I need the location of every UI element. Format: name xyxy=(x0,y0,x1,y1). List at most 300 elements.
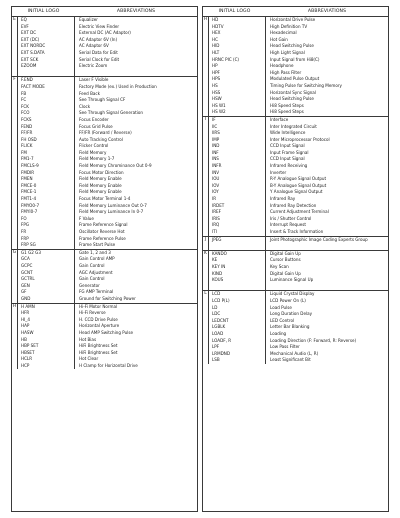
initial-logo-cell: FMEN xyxy=(18,176,75,183)
abbreviation-cell: Headphone xyxy=(270,63,294,69)
abbreviation-cell: Gain Control xyxy=(79,276,105,282)
abbreviation-cell: Gain Control xyxy=(79,262,105,268)
abbreviation-cell: Serial Data for Edit xyxy=(79,49,118,55)
table-row xyxy=(18,270,197,277)
table-row xyxy=(18,163,197,170)
abbreviation-cell: Oscillator Reverse Hot xyxy=(79,229,125,234)
initial-logo-cell: FRP SG xyxy=(18,242,75,249)
table-row xyxy=(18,276,197,283)
table-row xyxy=(18,242,197,249)
abbreviation-cell: Mechanical Audio (L, R) xyxy=(270,350,319,356)
table-row xyxy=(209,50,388,57)
abbreviation-cell: Low Pass Filter xyxy=(270,344,300,350)
abbreviation-cell: Laser F Visible xyxy=(79,77,109,83)
initial-logo-cell: HS W1 xyxy=(209,103,266,110)
initial-logo-cell: LGBLK xyxy=(209,324,266,331)
table-row xyxy=(18,317,197,324)
table-row xyxy=(209,137,388,144)
abbreviation-cell: Infrared Ray xyxy=(270,196,296,202)
abbreviation-cell xyxy=(266,284,388,291)
abbreviation-cell: Focus Grid Pulse xyxy=(79,123,113,129)
table-row xyxy=(209,331,388,338)
abbreviation-cell: Inter Microprocessor Protocol xyxy=(270,136,330,142)
initial-logo-cell: GEN xyxy=(18,283,75,290)
table-row xyxy=(18,70,197,77)
table-row xyxy=(209,338,388,345)
initial-logo-cell: HCLR xyxy=(18,356,75,363)
letter-group xyxy=(203,291,388,364)
header-initial-logo: INITIAL LOGO xyxy=(218,9,251,14)
abbreviation-cell: Horizontal Aperture xyxy=(79,323,120,329)
table-row xyxy=(209,284,388,291)
abbreviation-cell: Feed Back xyxy=(79,90,101,96)
initial-logo-cell: IOU xyxy=(209,176,266,183)
abbreviation-cell: Hot Gain xyxy=(270,36,288,42)
initial-logo-cell: IREF xyxy=(209,209,266,216)
table-row xyxy=(209,311,388,318)
abbreviation-cell: Horizontal Drive Pulse xyxy=(270,17,316,22)
table-row xyxy=(18,263,197,270)
abbreviation-cell: Flicker Control xyxy=(79,143,109,149)
abbreviation-cell: Ground for Switching Power xyxy=(79,295,136,301)
abbreviation-cell: Input Signal from Hi8(C) xyxy=(270,56,320,62)
table-row xyxy=(18,350,197,357)
abbreviation-cell: AC Adaptor 6V (In) xyxy=(79,36,118,42)
abbreviation-cell: Field Memory 1-7 xyxy=(79,156,115,162)
table-row xyxy=(209,170,388,177)
initial-logo-cell: FO xyxy=(18,216,75,223)
initial-logo-cell: EQ xyxy=(18,17,75,24)
table-row xyxy=(18,37,197,44)
letter-group xyxy=(12,77,197,249)
abbreviation-cell: Hi-Fi Reverse xyxy=(79,310,106,316)
initial-logo-cell: EZOOM xyxy=(18,63,75,70)
abbreviation-cell: Equalizer xyxy=(79,17,98,22)
initial-logo-cell: GCPC xyxy=(18,263,75,270)
table-row xyxy=(209,163,388,170)
table-row xyxy=(18,117,197,124)
table-row xyxy=(18,222,197,229)
abbreviation-cell xyxy=(266,243,388,250)
group-letter: F xyxy=(12,77,18,248)
table-row xyxy=(18,63,197,70)
abbreviation-cell: Hi-Fi Motor Normal xyxy=(79,303,118,309)
table-row xyxy=(18,203,197,210)
table-row xyxy=(18,43,197,50)
left-table xyxy=(11,6,198,512)
initial-logo-cell: HEX xyxy=(209,30,266,37)
table-row xyxy=(18,250,197,257)
right-table xyxy=(202,6,389,512)
table-row xyxy=(209,143,388,150)
abbreviation-cell: H. CCD Drive Pulse xyxy=(79,316,118,322)
abbreviation-cell: Field Memory Luminance In 0-7 xyxy=(79,209,144,215)
abbreviation-cell: High Pass Filter xyxy=(270,69,302,75)
initial-logo-cell: HPS xyxy=(209,76,266,83)
letter-group xyxy=(12,17,197,77)
table-row xyxy=(18,296,197,303)
initial-logo-cell: FRP xyxy=(18,236,75,243)
table-row xyxy=(18,229,197,236)
table-row xyxy=(209,103,388,110)
initial-logo-cell: LD xyxy=(209,305,266,312)
initial-logo-cell: IF xyxy=(209,117,266,124)
table-row xyxy=(18,104,197,111)
abbreviation-cell: Iris / Shutter Control xyxy=(270,215,312,221)
abbreviation-cell: R-Y Analogue Signal Output xyxy=(270,176,327,182)
initial-logo-cell: HS W2 xyxy=(209,109,266,116)
group-letter: H xyxy=(12,304,18,370)
abbreviation-cell: Hi8 Speed Steps xyxy=(270,109,304,115)
initial-logo-cell: HP xyxy=(209,63,266,70)
table-row xyxy=(18,304,197,311)
table-row xyxy=(209,271,388,278)
table-row xyxy=(209,344,388,351)
abbreviation-cell: HiFi Brightness Set xyxy=(79,349,118,355)
initial-logo-cell: INV xyxy=(209,170,266,177)
table-header xyxy=(203,7,388,17)
initial-logo-cell: FMCE-0 xyxy=(18,183,75,190)
abbreviation-cell: Hi8 Speed Steps xyxy=(270,102,304,108)
abbreviation-cell: See Through Signal Generation xyxy=(79,110,143,116)
initial-logo-cell: KEY IN xyxy=(209,264,266,271)
abbreviation-cell: Insert & Track Information xyxy=(270,229,324,234)
abbreviation-cell: Serial Clock for Edit xyxy=(79,56,120,62)
abbreviation-cell: Electric View Finder xyxy=(79,23,120,29)
table-row xyxy=(209,209,388,216)
table-row xyxy=(209,216,388,223)
table-row xyxy=(209,357,388,364)
initial-logo-cell: IOV xyxy=(209,183,266,190)
table-row xyxy=(18,256,197,263)
initial-logo-cell: LCD P(L) xyxy=(209,298,266,305)
abbreviation-cell: Inverter xyxy=(270,169,287,175)
initial-logo-cell: GCTRL xyxy=(18,276,75,283)
table-row xyxy=(209,57,388,64)
abbreviation-cell: CCD Input Signal xyxy=(270,143,305,149)
table-row xyxy=(209,305,388,312)
abbreviation-cell: Wide Intelligence xyxy=(270,130,306,136)
table-row xyxy=(209,83,388,90)
initial-logo-cell: EXT (DC) xyxy=(18,37,75,44)
abbreviation-cell: Focus Motor Terminal 1-4 xyxy=(79,196,131,202)
initial-logo-cell: HFR xyxy=(18,310,75,317)
abbreviation-cell: Electric Zoom xyxy=(79,63,108,69)
abbreviation-cell: Focus Motor Direction xyxy=(79,169,124,175)
initial-logo-cell: FMYO0-7 xyxy=(18,203,75,210)
group-letter: K xyxy=(203,251,209,291)
initial-logo-cell: GCNT xyxy=(18,270,75,277)
group-letter: E xyxy=(12,17,18,76)
table-row xyxy=(18,209,197,216)
group-letter: J xyxy=(203,237,209,250)
abbreviation-cell: Gain Control AMP xyxy=(79,256,115,262)
abbreviation-cell: Load Pulse xyxy=(270,304,292,310)
initial-logo-cell: IMP xyxy=(209,137,266,144)
initial-logo-cell: LOADF, R xyxy=(209,338,266,345)
abbreviation-cell: Liquid Crystal Display xyxy=(270,291,315,297)
abbreviation-cell: Frame Reference Signal xyxy=(79,222,128,228)
abbreviation-cell: Frame Start Pulse xyxy=(79,242,116,248)
initial-logo-cell: LRMDND xyxy=(209,351,266,358)
table-row xyxy=(209,117,388,124)
table-row xyxy=(209,150,388,157)
initial-logo-cell: HBP SET xyxy=(18,343,75,350)
initial-logo-cell: FCO xyxy=(18,110,75,117)
letter-group xyxy=(12,250,197,304)
table-row xyxy=(18,196,197,203)
abbreviation-cell: F Value xyxy=(79,215,94,221)
initial-logo-cell: FMYI0-7 xyxy=(18,209,75,216)
initial-logo-cell: HI_4 xyxy=(18,317,75,324)
letter-group xyxy=(203,237,388,251)
table-row xyxy=(209,291,388,298)
initial-logo-cell: KIND xyxy=(209,271,266,278)
initial-logo-cell: HCP xyxy=(18,363,75,370)
initial-logo-cell xyxy=(209,243,266,250)
initial-logo-cell: HSS xyxy=(209,90,266,97)
header-abbreviations: ABBREVIATIONS xyxy=(307,9,347,14)
table-row xyxy=(18,289,197,296)
abbreviation-cell: Auto Tracking Control xyxy=(79,136,123,142)
abbreviation-cell: Clock xyxy=(79,103,91,109)
table-row xyxy=(209,222,388,229)
table-row xyxy=(209,257,388,264)
initial-logo-cell: INS xyxy=(209,156,266,163)
abbreviation-cell: Hot Clear xyxy=(79,356,99,362)
table-row xyxy=(18,189,197,196)
initial-logo-cell: LOAD xyxy=(209,331,266,338)
abbreviation-cell: High Light Signal xyxy=(270,49,305,55)
table-row xyxy=(209,277,388,284)
abbreviation-cell: Cursor Buttons xyxy=(270,257,301,263)
initial-logo-cell: HAP xyxy=(18,323,75,330)
table-row xyxy=(18,24,197,31)
initial-logo-cell: IR xyxy=(209,196,266,203)
initial-logo-cell: HB xyxy=(18,337,75,344)
table-row xyxy=(18,143,197,150)
table-row xyxy=(18,57,197,64)
initial-logo-cell: GF xyxy=(18,289,75,296)
table-row xyxy=(18,337,197,344)
initial-logo-cell: HDTV xyxy=(209,24,266,31)
table-row xyxy=(209,24,388,31)
abbreviation-cell: H Clamp for Horizontal Drive xyxy=(79,362,138,368)
abbreviation-cell: Field Memory Enable xyxy=(79,182,122,188)
table-row xyxy=(209,63,388,70)
abbreviation-cell: LCD Power On (L) xyxy=(270,297,306,303)
initial-logo-cell: EVF xyxy=(18,24,75,31)
table-row xyxy=(209,237,388,244)
initial-logo-cell: EXT NORDC xyxy=(18,43,75,50)
abbreviation-cell: Frame Reference Pulse xyxy=(79,235,126,241)
initial-logo-cell: HRNC PIC (C) xyxy=(209,57,266,64)
initial-logo-cell: HD xyxy=(209,17,266,24)
abbreviation-cell: Digital Gain Up xyxy=(270,270,301,276)
abbreviation-cell: Generator xyxy=(79,282,100,288)
initial-logo-cell: GCA xyxy=(18,256,75,263)
abbreviation-cell: Focus Encoder xyxy=(79,116,109,122)
initial-logo-cell: LDC xyxy=(209,311,266,318)
abbreviation-cell: Key Scan xyxy=(270,263,289,269)
abbreviation-cell: Current Adjustment Terminal xyxy=(270,209,329,215)
initial-logo-cell: EXT S.DATA xyxy=(18,50,75,57)
abbreviation-cell: Digital Gain Up xyxy=(270,250,301,256)
table-row xyxy=(18,156,197,163)
initial-logo-cell: HC xyxy=(209,37,266,44)
abbreviation-cell: Hot Bias xyxy=(79,336,97,342)
initial-logo-cell: FMCLS-9 xyxy=(18,163,75,170)
initial-logo-cell: FR xyxy=(18,229,75,236)
initial-logo-cell: FMT1-4 xyxy=(18,196,75,203)
abbreviation-cell: Luminance Signal Up xyxy=(270,277,314,283)
initial-logo-cell: GND xyxy=(18,296,75,303)
initial-logo-cell: IIC xyxy=(209,124,266,131)
abbreviation-cell xyxy=(75,70,197,77)
abbreviation-cell: Long Duration Delay xyxy=(270,311,313,317)
initial-logo-cell: HS xyxy=(209,83,266,90)
abbreviation-cell: Head AMP Switching Pulse xyxy=(79,329,134,335)
table-row xyxy=(18,363,197,370)
initial-logo-cell: FEND xyxy=(18,124,75,131)
group-letter: L xyxy=(203,291,209,364)
table-row xyxy=(18,170,197,177)
table-row xyxy=(18,30,197,37)
table-row xyxy=(209,124,388,131)
initial-logo-cell: FMDIR xyxy=(18,170,75,177)
abbreviation-cell: Field Memory Luminance Out 0-7 xyxy=(79,202,147,208)
abbreviation-cell: Infrared Receiving xyxy=(270,163,308,169)
initial-logo-cell: FACT MODE xyxy=(18,84,75,91)
initial-logo-cell: LEDCNT xyxy=(209,318,266,325)
initial-logo-cell: KOUS xyxy=(209,277,266,284)
table-row xyxy=(18,50,197,57)
initial-logo-cell: INF xyxy=(209,150,266,157)
header-initial-logo: INITIAL LOGO xyxy=(27,9,60,14)
abbreviation-cell: Horizontal Sync Signal xyxy=(270,89,316,95)
table-row xyxy=(18,323,197,330)
table-row xyxy=(18,137,197,144)
abbreviation-cell: Interrupt Request xyxy=(270,222,306,228)
table-row xyxy=(209,130,388,137)
abbreviation-cell: Head Switching Pulse xyxy=(270,43,314,49)
table-row xyxy=(209,203,388,210)
table-row xyxy=(209,176,388,183)
table-row xyxy=(209,183,388,190)
table-row xyxy=(18,343,197,350)
table-row xyxy=(18,110,197,117)
header-abbreviations: ABBREVIATIONS xyxy=(116,9,156,14)
table-row xyxy=(18,183,197,190)
initial-logo-cell: IOY xyxy=(209,189,266,196)
table-row xyxy=(18,124,197,131)
table-row xyxy=(18,330,197,337)
right-table-body xyxy=(203,17,388,364)
table-row xyxy=(209,229,388,236)
letter-group xyxy=(203,117,388,237)
initial-logo-cell: LPF xyxy=(209,344,266,351)
abbreviation-cell: Modulated Pulse Output xyxy=(270,76,320,82)
table-row xyxy=(18,236,197,243)
initial-logo-cell: EXT DC xyxy=(18,30,75,37)
initial-logo-cell: IRIS xyxy=(209,216,266,223)
initial-logo-cell: IND xyxy=(209,143,266,150)
abbreviation-cell: FG AMP Terminal xyxy=(79,289,114,295)
initial-logo-cell: FB xyxy=(18,91,75,98)
initial-logo-cell: FH OSD xyxy=(18,137,75,144)
table-row xyxy=(18,17,197,24)
abbreviation-cell: B-Y Analogue Signal Output xyxy=(270,182,327,188)
initial-logo-cell: FM1-7 xyxy=(18,156,75,163)
table-row xyxy=(209,156,388,163)
initial-logo-cell: FLICK xyxy=(18,143,75,150)
initial-logo-cell: IIRS xyxy=(209,130,266,137)
table-row xyxy=(209,90,388,97)
table-row xyxy=(209,109,388,116)
table-row xyxy=(18,84,197,91)
letter-group xyxy=(203,251,388,292)
initial-logo-cell: FCKS xyxy=(18,117,75,124)
table-header xyxy=(12,7,197,17)
letter-group xyxy=(12,304,197,370)
initial-logo-cell: IRQ xyxy=(209,222,266,229)
group-letter: I xyxy=(203,117,209,236)
table-row xyxy=(18,77,197,84)
abbreviation-cell: HiFi Brightness Set xyxy=(79,343,118,349)
abbreviation-cell: Gate 1, 2 and 3 xyxy=(79,249,111,255)
initial-logo-cell: ITI xyxy=(209,229,266,236)
initial-logo-cell: HBSET xyxy=(18,350,75,357)
abbreviation-cell: Inter Integrated Circuit xyxy=(270,123,317,129)
table-row xyxy=(209,196,388,203)
table-row xyxy=(209,70,388,77)
table-row xyxy=(209,264,388,271)
table-row xyxy=(209,298,388,305)
abbreviation-cell: Timing Pulse for Switching Memory xyxy=(270,82,342,88)
abbreviation-cell: Field Memory Chrominance Out 0-9 xyxy=(79,163,152,169)
initial-logo-cell: LSB xyxy=(209,357,266,364)
abbreviation-cell: Loading xyxy=(270,330,287,336)
table-row xyxy=(18,176,197,183)
abbreviation-cell: Y Analogue Signal Output xyxy=(270,189,323,195)
initial-logo-cell: HID xyxy=(209,43,266,50)
table-row xyxy=(209,17,388,24)
initial-logo-cell: FF/FR xyxy=(18,130,75,137)
abbreviation-cell: Loading Direction (F: Forward, R: Reverse) xyxy=(270,337,357,343)
group-letter: H xyxy=(203,17,209,116)
initial-logo-cell: IRDET xyxy=(209,203,266,210)
abbreviation-cell: Factory Mode (ex.) Used in Production xyxy=(79,83,157,89)
table-row xyxy=(18,356,197,363)
table-row xyxy=(209,324,388,331)
initial-logo-cell xyxy=(209,284,266,291)
abbreviation-cell: Infrared Ray Detection xyxy=(270,202,317,208)
table-row xyxy=(209,43,388,50)
abbreviation-cell: AC Adaptor 6V xyxy=(79,43,109,49)
group-letter: G xyxy=(12,250,18,303)
abbreviation-cell: FF/FR (Forward / Reverse) xyxy=(79,130,132,136)
initial-logo-cell: EXT SCK xyxy=(18,57,75,64)
table-row xyxy=(18,310,197,317)
table-row xyxy=(18,216,197,223)
table-row xyxy=(18,150,197,157)
abbreviation-cell: External DC (AC Adaptor) xyxy=(79,30,131,36)
initial-logo-cell: LCD xyxy=(209,291,266,298)
initial-logo-cell: INFR xyxy=(209,163,266,170)
table-row xyxy=(18,283,197,290)
initial-logo-cell: FC xyxy=(18,97,75,104)
initial-logo-cell: HSW xyxy=(209,96,266,103)
